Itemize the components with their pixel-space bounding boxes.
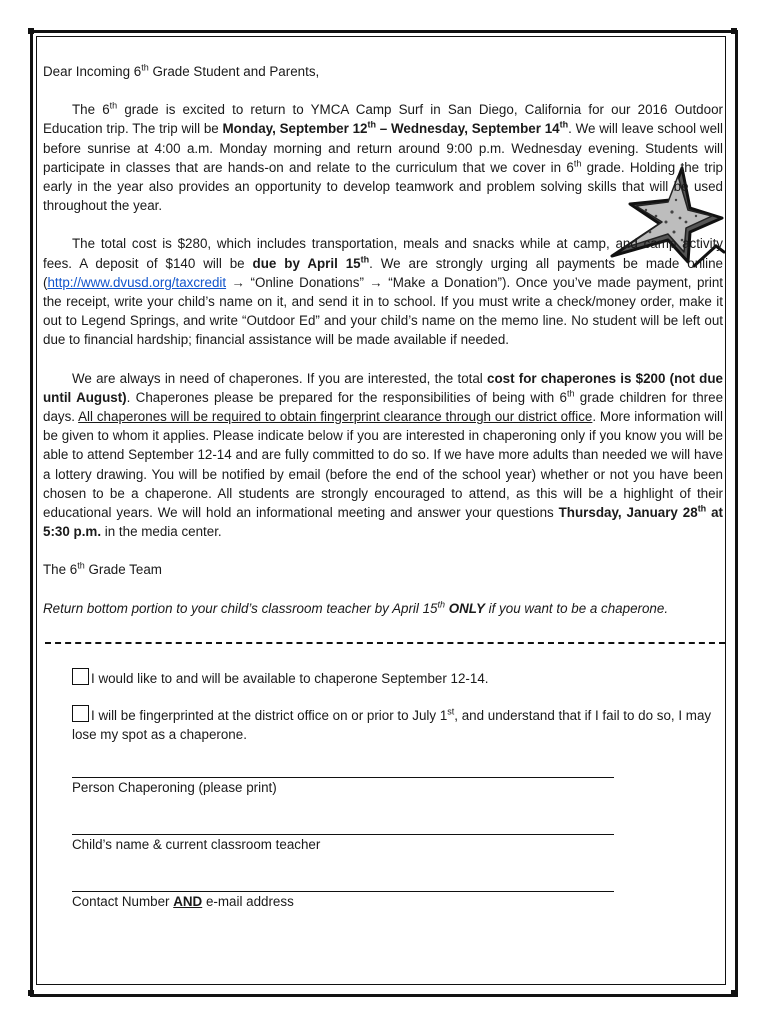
paragraph-trip-details: The 6th grade is excited to return to YMCA Camp Surf in San Diego, California for our 2016 Outdoor Education trip. The trip will be Monday, September 12th – Wednesday, September 14th. We will leave school well before sunrise at 4:00 a.m. Monday morning and return around 9:00 p.m. Wednesday evening. Students will participate in classes that are hands-on and relate to the curriculum that we cover in 6th grade. Holding the trip early in the year also provides an opportunity to develop teamwork and problem solving skills that will be used throughout the year. <box>43 100 723 214</box>
taxcredit-link[interactable]: http://www.dvusd.org/taxcredit <box>47 274 227 290</box>
checkbox-row-fingerprint <box>72 705 712 744</box>
cut-line <box>45 642 725 644</box>
border-corner <box>28 28 34 34</box>
paragraph-cost: The total cost is $280, which includes transportation, meals and snacks while at camp, and camp activity fees. A deposit of $140 will be due by April 15th. We are strongly urging all payments be made online (http://www.dvusd.org/taxcredit → “Online Donations” → “Make a Donation”). Once you’ve made payment, print the receipt, write your child’s name on it, and send it in to school. If you must write a check/money order, make it out to Legend Springs, and write “Outdoor Ed” and your child’s name on the memo line. No student will be left out due to financial hardship; financial assistance will be made available if needed. <box>43 236 724 348</box>
contact-label: Contact Number AND e-mail address <box>72 894 294 909</box>
chaperone-name-label: Person Chaperoning (please print) <box>72 780 277 795</box>
letter-body <box>43 62 723 618</box>
return-note: Return bottom portion to your child’s classroom teacher by April 15th ONLY if you want to be a chaperone. <box>43 599 669 616</box>
border-corner <box>731 990 737 996</box>
paragraph-chaperones: We are always in need of chaperones. If you are interested, the total cost for chaperones is $200 (not due until August). Chaperones please be prepared for the responsibilities of being with 6th grade children for three days. All chaperones will be required to obtain fingerprint clearance through our district office. More information will be given to whom it applies. Please indicate below if you are interested in chaperoning only if you know you will be able to attend September 12-14 and are fully committed to do so. If we have more adults than needed we will have a lottery drawing. You will be notified by email (before the end of the school year) whether or not you have been chosen to be a chaperone. All students are strongly encouraged to attend, as this will be a highlight of their educational years. We will hold an informational meeting and answer your questions Thursday, January 28th at 5:30 p.m. in the media center. <box>43 370 724 540</box>
border-corner <box>731 28 737 34</box>
availability-checkbox[interactable] <box>72 668 89 685</box>
signoff: The 6th Grade Team <box>43 561 162 578</box>
chaperone-name-line[interactable] <box>72 777 614 778</box>
contact-line[interactable] <box>72 891 614 892</box>
availability-label: I would like to and will be available to chaperone September 12-14. <box>91 671 489 686</box>
child-teacher-label: Child’s name & current classroom teacher <box>72 837 321 852</box>
checkbox-row-availability <box>72 668 712 688</box>
child-teacher-line[interactable] <box>72 834 614 835</box>
border-corner <box>28 990 34 996</box>
fingerprint-label: I will be fingerprinted at the district office on or prior to July 1st, and understand that if I fail to do so, I may lose my spot as a chaperone. <box>72 706 712 743</box>
fingerprint-checkbox[interactable] <box>72 705 89 722</box>
salutation: Dear Incoming 6th Grade Student and Parents, <box>43 62 320 79</box>
